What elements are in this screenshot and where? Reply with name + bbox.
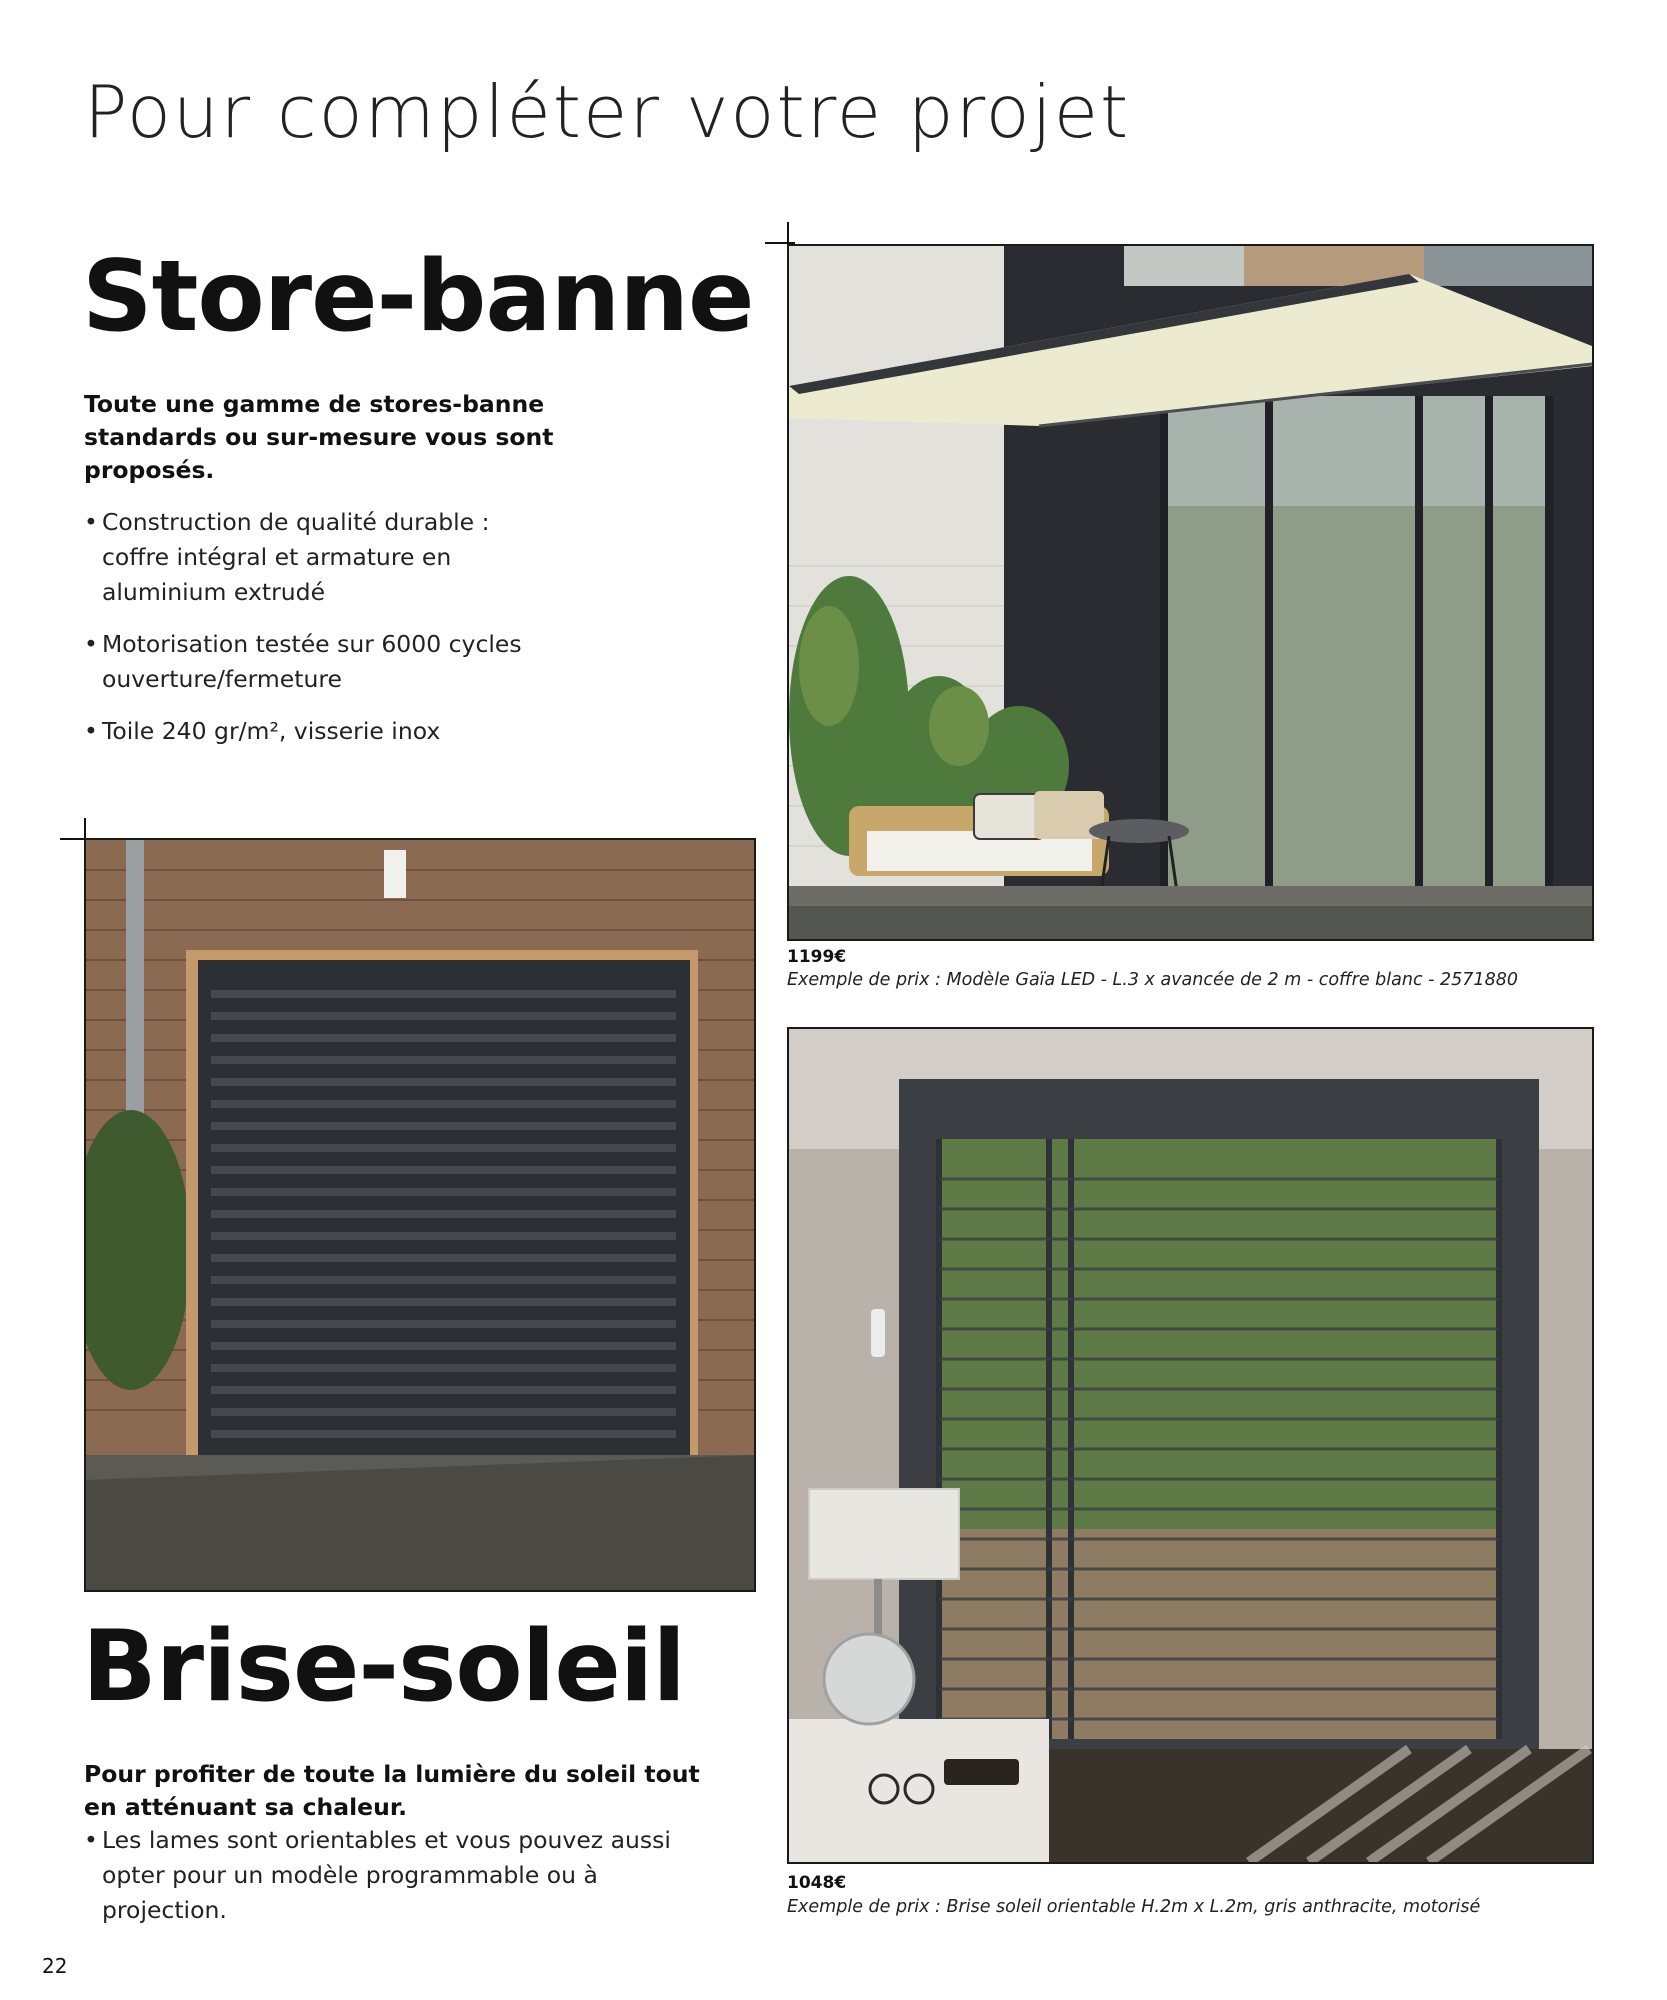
store-banne-features	[84, 505, 564, 766]
brise-soleil-interior-photo	[787, 1027, 1594, 1864]
store-banne-feature-3: • Toile 240 gr/m², visserie inox	[84, 714, 564, 749]
awning-illustration	[789, 246, 1592, 939]
store-banne-feature-1: • Construction de qualité durable : coffre intégral et armature en aluminium extrudé	[84, 505, 564, 610]
store-banne-intro: Toute une gamme de stores-banne standards ou sur-mesure vous sont proposés.	[84, 390, 554, 484]
store-banne-caption: Exemple de prix : Modèle Gaïa LED - L.3 x avancée de 2 m - coffre blanc - 2571880	[787, 970, 1518, 990]
brise-soleil-facade-photo	[84, 838, 756, 1592]
brise-soleil-features	[84, 1823, 704, 1945]
brise-soleil-feature-1: • Les lames sont orientables et vous pouvez aussi opter pour un modèle programmable ou à projection.	[84, 1823, 704, 1928]
brise-soleil-title: Brise-soleil	[82, 1610, 685, 1724]
store-banne-title: Store-banne	[82, 240, 754, 354]
interior-illustration	[789, 1029, 1592, 1862]
facade-illustration	[86, 840, 754, 1590]
page-title: Pour compléter votre projet	[84, 70, 1131, 154]
page-number: 22	[42, 1954, 68, 1978]
brise-soleil-intro: Pour profiter de toute la lumière du soleil tout en atténuant sa chaleur.	[84, 1760, 700, 1821]
awning-terrace-photo	[787, 244, 1594, 941]
store-banne-price: 1199€	[787, 947, 847, 967]
brise-soleil-caption: Exemple de prix : Brise soleil orientable H.2m x L.2m, gris anthracite, motorisé	[787, 1897, 1481, 1917]
store-banne-feature-2: • Motorisation testée sur 6000 cycles ouverture/fermeture	[84, 627, 564, 697]
brise-soleil-price: 1048€	[787, 1873, 847, 1893]
